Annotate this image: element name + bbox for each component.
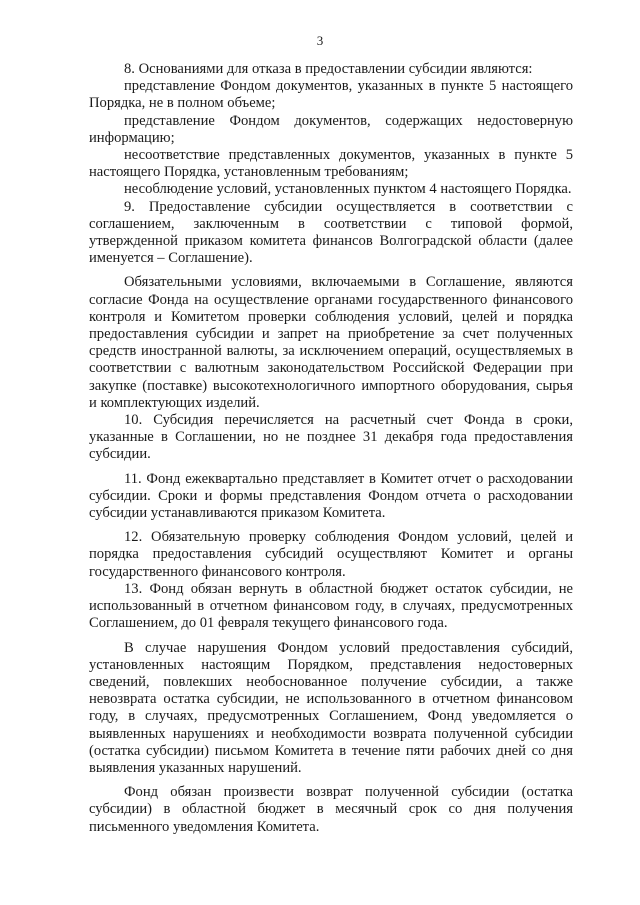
paragraph-12: 12. Обязательную проверку соблюдения Фондом условий, целей и порядка предоставления субсидий осуществляют Комитет и органы государственного финансового контроля. (89, 529, 573, 580)
paragraph-9-conditions: Обязательными условиями, включаемыми в Соглашение, являются согласие Фонда на осуществление органами государственного финансового контроля и Комитетом проверки соблюдения условий, целей и порядка предоставления субсидии и запрет на приобретение за счет полученных средств иностранной валюты, за исключением операций, осуществляемых в соответствии с валютным законодательством Российской Федерации при закупке (поставке) высокотехнологичного импортного оборудования, сырья и комплектующих изделий. (89, 274, 573, 411)
paragraph-8-header: 8. Основаниями для отказа в предоставлении субсидии являются: (124, 61, 533, 77)
paragraph-8-item-2: представление Фондом документов, содержащих недостоверную информацию; (89, 112, 573, 146)
paragraph-8-item-1: представление Фондом документов, указанных в пункте 5 настоящего Порядка, не в полном объеме; (89, 78, 573, 112)
paragraph-11: 11. Фонд ежеквартально представляет в Комитет отчет о расходовании субсидии. Сроки и формы представления Фондом отчета о расходовании субсидии устанавливаются приказом Комитета. (89, 470, 573, 522)
paragraph-8-item-4: несоблюдение условий, установленных пунктом 4 настоящего Порядка. (124, 181, 572, 198)
paragraph-9: 9. Предоставление субсидии осуществляется в соответствии с соглашением, заключенным в соответствии с типовой формой, утвержденной приказом комитета финансов Волгоградской области (далее именуется – Соглашение). (89, 198, 573, 267)
page-number: 3 (316, 33, 324, 48)
paragraph-10: 10. Субсидия перечисляется на расчетный счет Фонда в сроки, указанные в Соглашении, но не позднее 31 декабря года предоставления субсидии. (89, 412, 573, 463)
paragraph-13-return: Фонд обязан произвести возврат полученной субсидии (остатка субсидии) в областной бюджет в месячный срок со дня получения письменного уведомления Комитета. (89, 784, 573, 835)
paragraph-13-violation: В случае нарушения Фондом условий предоставления субсидий, установленных настоящим Порядком, представления недостоверных сведений, повлекших необоснованное получение субсидии, а также невозврата остатка субсидии, не использованного в отчетном финансовом году, в случаях, предусмотренных Соглашением, Фонд уведомляется о выявленных нарушениях и необходимости возврата полученной субсидии (остатка субсидии) письмом Комитета в течение пяти рабочих дней со дня выявления указанных нарушений. (89, 639, 573, 776)
document-body (89, 61, 573, 836)
paragraph-13: 13. Фонд обязан вернуть в областной бюджет остаток субсидии, не использованный в отчетном финансовом году, в случаях, предусмотренных Соглашением, до 01 февраля текущего финансового года. (89, 580, 573, 632)
paragraph-8-item-3: несоответствие представленных документов, указанных в пункте 5 настоящего Порядка, установленным требованиям; (89, 147, 573, 181)
